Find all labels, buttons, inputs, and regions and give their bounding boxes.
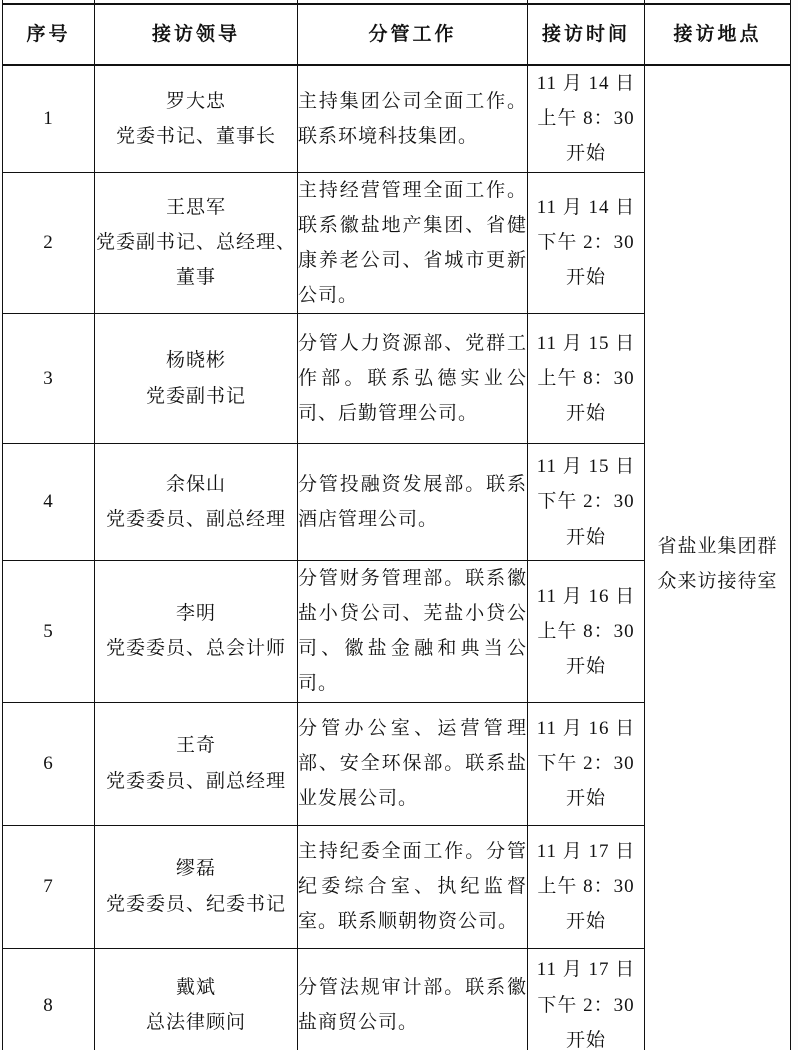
leader-cell [95,561,298,703]
header-duty: 分管工作 [298,4,528,65]
leader-name: 罗大忠 [165,90,226,112]
time-date: 11 月 17 日 [536,959,636,981]
time-cell [528,702,645,825]
duty-text: 主持经营管理全面工作。联系徽盐地产集团、省健康养老公司、省城市更新公司。 [298,179,527,306]
row-seq: 8 [3,948,95,1050]
row-seq: 7 [3,825,95,948]
time-date: 11 月 14 日 [536,73,636,95]
duty-cell [298,444,528,561]
row-seq: 3 [3,314,95,444]
time-date: 11 月 16 日 [536,717,636,739]
time-date: 11 月 16 日 [536,585,636,607]
location-line-1: 省盐业集团群 [657,535,778,557]
time-hour: 上午 8：30 [537,108,635,130]
row-seq: 4 [3,444,95,561]
time-hour: 上午 8：30 [537,876,635,898]
time-start: 开始 [565,1029,606,1050]
leader-cell [95,314,298,444]
leader-title: 总法律顾问 [145,1012,246,1034]
duty-text: 分管法规审计部。联系徽盐商贸公司。 [298,976,527,1034]
time-start: 开始 [565,403,606,425]
reception-schedule-table [2,0,791,1050]
time-hour: 下午 2：30 [537,232,635,254]
leader-name: 王思军 [165,197,226,219]
leader-title: 党委副书记 [145,385,246,407]
row-seq: 2 [3,172,95,314]
time-date: 11 月 17 日 [536,840,636,862]
duty-cell [298,825,528,948]
time-start: 开始 [565,143,606,165]
leader-cell [95,65,298,172]
location-line-2: 众来访接待室 [657,570,778,592]
time-start: 开始 [565,655,606,677]
time-date: 11 月 14 日 [536,197,636,219]
time-cell [528,65,645,172]
duty-text: 分管人力资源部、党群工作部。联系弘德实业公司、后勤管理公司。 [298,332,527,425]
time-hour: 上午 8：30 [537,620,635,642]
leader-title: 党委委员、纪委书记 [105,893,286,915]
time-hour: 上午 8：30 [537,367,635,389]
leader-cell [95,702,298,825]
header-time: 接访时间 [528,4,645,65]
duty-text: 主持纪委全面工作。分管纪委综合室、执纪监督室。联系顺朝物资公司。 [298,840,527,933]
time-cell [528,825,645,948]
time-cell [528,314,645,444]
header-seq: 序号 [3,4,95,65]
leader-name: 王奇 [175,735,216,757]
leader-title: 党委委员、总会计师 [105,638,286,660]
leader-name: 缪磊 [175,858,216,880]
header-row [3,4,791,65]
header-leader: 接访领导 [95,4,298,65]
time-hour: 下午 2：30 [537,491,635,513]
time-hour: 下午 2：30 [537,994,635,1016]
location-cell [645,65,791,1050]
duty-text: 分管办公室、运营管理部、安全环保部。联系盐业发展公司。 [298,717,527,810]
duty-text: 分管投融资发展部。联系酒店管理公司。 [298,473,527,531]
header-place: 接访地点 [645,4,791,65]
leader-cell [95,825,298,948]
leader-cell [95,172,298,314]
time-start: 开始 [565,911,606,933]
time-hour: 下午 2：30 [537,753,635,775]
leader-title: 党委书记、董事长 [115,125,276,147]
time-cell [528,948,645,1050]
time-start: 开始 [565,267,606,289]
time-cell [528,561,645,703]
time-start: 开始 [565,526,606,548]
leader-name: 戴斌 [175,976,216,998]
duty-cell [298,65,528,172]
duty-cell [298,561,528,703]
row-seq: 6 [3,702,95,825]
leader-title: 党委委员、副总经理 [105,770,286,792]
leader-cell [95,948,298,1050]
time-cell [528,444,645,561]
duty-text: 分管财务管理部。联系徽盐小贷公司、芜盐小贷公司、徽盐金融和典当公司。 [298,568,527,695]
leader-name: 余保山 [165,473,226,495]
row-seq: 1 [3,65,95,172]
duty-cell [298,702,528,825]
leader-title: 党委委员、副总经理 [105,509,286,531]
table-row [3,65,791,172]
duty-cell [298,948,528,1050]
time-date: 11 月 15 日 [536,332,636,354]
row-seq: 5 [3,561,95,703]
leader-cell [95,444,298,561]
leader-title: 党委副书记、总经理、董事 [95,232,296,289]
duty-text: 主持集团公司全面工作。联系环境科技集团。 [298,90,527,147]
leader-name: 杨晓彬 [165,350,226,372]
time-cell [528,172,645,314]
time-date: 11 月 15 日 [536,456,636,478]
time-start: 开始 [565,788,606,810]
leader-name: 李明 [175,603,216,625]
duty-cell [298,314,528,444]
duty-cell [298,172,528,314]
